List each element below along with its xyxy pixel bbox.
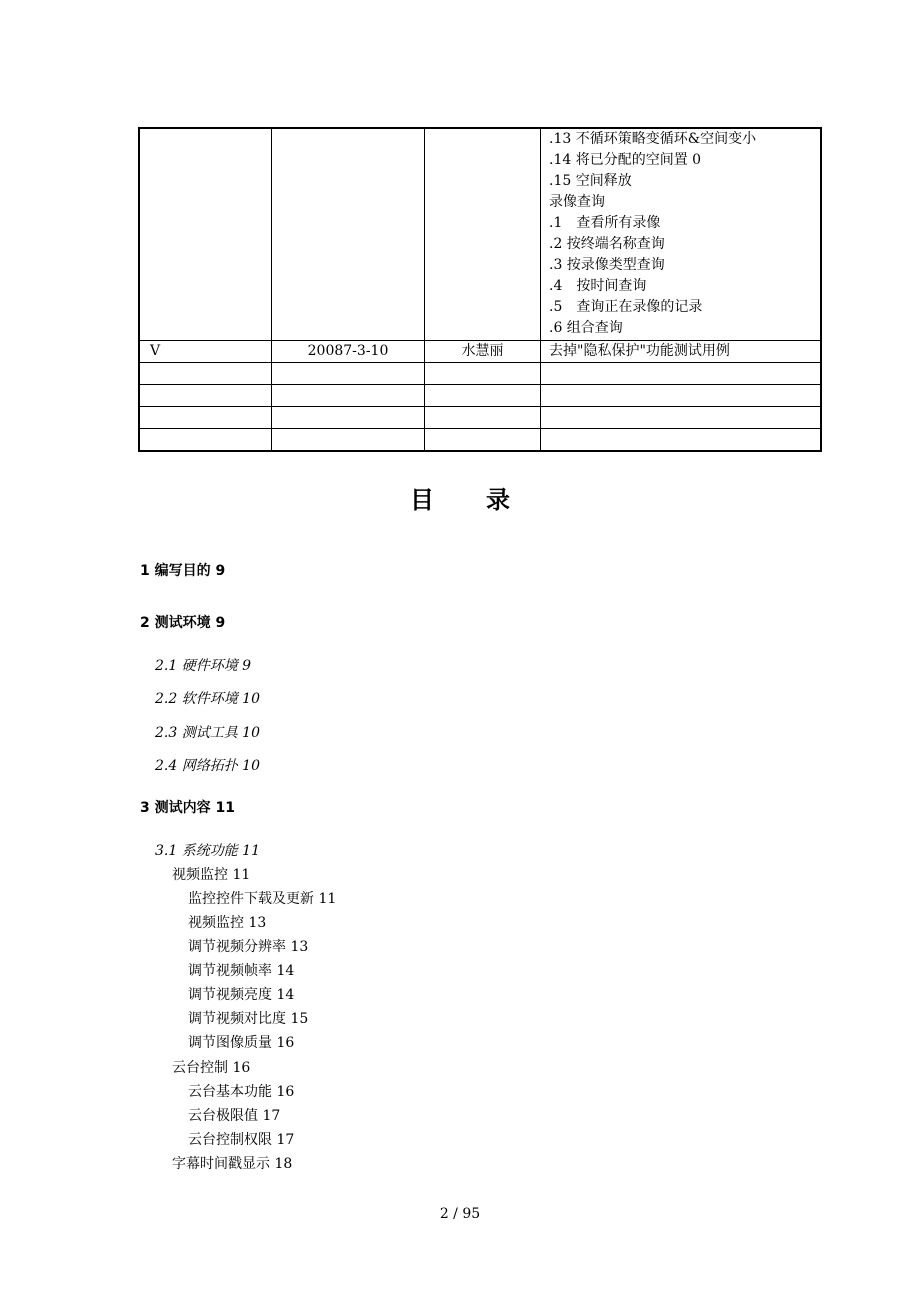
toc-entry[interactable]: 云台极限值 17 [188,1108,281,1124]
table-row [139,429,821,452]
revision-line: .3 按录像类型查询 [549,257,665,273]
description-cell: 去掉"隐私保护"功能测试用例 [541,341,822,363]
revision-description-cell [541,128,822,341]
toc-entry[interactable]: 3.1 系统功能 11 [155,843,260,859]
toc-entry[interactable]: 调节视频分辨率 13 [188,939,309,955]
table-cell [139,128,272,341]
toc-entry[interactable]: 视频监控 13 [188,915,267,931]
revision-line: .15 空间释放 [549,173,632,189]
table-row [139,407,821,429]
table-row [139,363,821,385]
toc-entry[interactable]: 1 编写目的 9 [140,563,226,579]
table-row [139,341,821,363]
toc-entry[interactable]: 云台基本功能 16 [188,1084,295,1100]
toc-entry[interactable]: 调节视频帧率 14 [188,963,295,979]
toc-entry[interactable]: 3 测试内容 11 [140,800,235,816]
revision-line: .14 将已分配的空间置 0 [549,152,702,168]
toc-entry[interactable]: 云台控制 16 [172,1060,251,1076]
toc-entry[interactable]: 2.4 网络拓扑 10 [155,758,260,774]
toc-entry[interactable]: 2.1 硬件环境 9 [155,658,252,674]
toc-entry[interactable]: 2.3 测试工具 10 [155,725,260,741]
page-number: 2 / 95 [439,1206,481,1222]
toc-entry[interactable]: 云台控制权限 17 [188,1132,295,1148]
toc-entry[interactable]: 监控控件下载及更新 11 [188,891,337,907]
toc-entry[interactable]: 调节视频对比度 15 [188,1011,309,1027]
table-row [139,128,821,341]
table-cell [272,128,425,341]
toc-title: 目录 [410,486,562,514]
revision-line: .13 不循环策略变循环&空间变小 [549,131,757,147]
toc-entry[interactable]: 调节视频亮度 14 [188,987,295,1003]
table-cell [425,128,541,341]
date-cell: 20087-3-10 [272,341,425,363]
toc-entry[interactable]: 视频监控 11 [172,867,251,883]
revision-line: .5 查询正在录像的记录 [549,299,703,315]
author-cell: 水慧丽 [425,341,541,363]
revision-line: .2 按终端名称查询 [549,236,665,252]
revision-line: .4 按时间查询 [549,278,647,294]
revision-line: .6 组合查询 [549,320,623,336]
version-cell: V [139,341,272,363]
revision-table [138,127,822,452]
revision-line: 录像查询 [549,194,605,210]
table-row [139,385,821,407]
toc-entry[interactable]: 2 测试环境 9 [140,615,226,631]
toc-entry[interactable]: 字幕时间戳显示 18 [172,1156,293,1172]
revision-line: .1 查看所有录像 [549,215,661,231]
toc-entry[interactable]: 调节图像质量 16 [188,1035,295,1051]
toc-entry[interactable]: 2.2 软件环境 10 [155,691,260,707]
